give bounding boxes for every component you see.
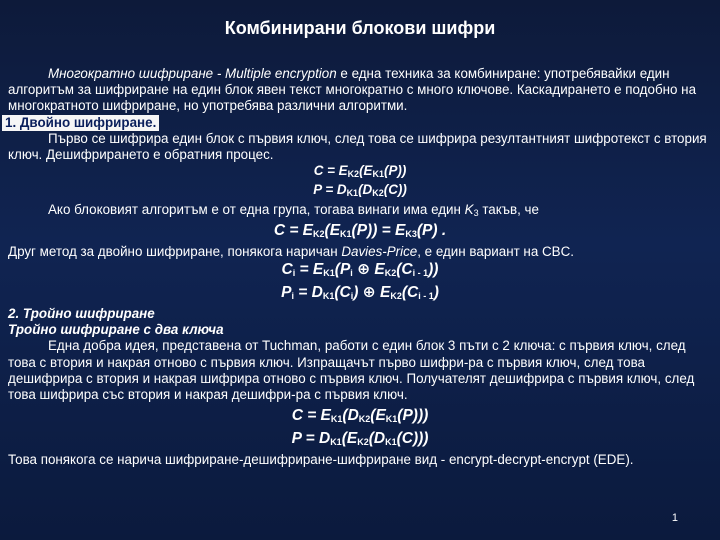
section2-para2: Това понякога се нарича шифриране-дешифриране-шифриране вид - encrypt-decrypt-encrypt (EDE). — [8, 452, 634, 468]
section1-para3 — [8, 244, 712, 260]
para2-k: K — [464, 201, 474, 217]
formula-triple-decrypt: $P = D_{K1}(E_{K2}(D_{K1}(C)))$ — [291, 430, 429, 448]
section2-subheading: Тройно шифриране с два ключа — [8, 322, 224, 338]
intro-term: Многократно шифриране - Multiple encryption — [48, 66, 337, 81]
slide-content — [5, 66, 712, 468]
formula-double-encrypt: $C = E_{K2}(E_{K1}(P))$ — [313, 163, 407, 180]
section1-para2 — [8, 202, 712, 221]
formula-double-decrypt: $P = D_{K1}(D_{K2}(C))$ — [313, 182, 407, 199]
section2-heading: 2. Тройно шифриране — [8, 306, 155, 322]
section1-para1: Първо се шифрира един блок с първия ключ, след това се шифрира резултантният шифротекст с втория ключ. Дешифрирането е обратния процес. — [8, 130, 707, 163]
section2-para1: Една добра идея, представена от Tuchman, работи с един блок 3 пъти с 2 ключа: с първия ключ, след това с втория и накрая отново с първия ключ. Изпращачът първо шифри-ра с първия ключ, след това дешифрира с втория и накрая шифрира отново с първия ключ. Получателят дешифрира с първия ключ, след това шифрира със втория и накрая дешифри-ра с първия ключ. — [8, 338, 695, 403]
para2-k-sub: 3 — [473, 207, 479, 218]
para3-start: Друг метод за двойно шифриране, понякога наричан — [8, 243, 342, 259]
intro-text: е една техника за комбиниране: употребявайки един алгоритъм за шифриране на един блок явен текст многократно с много ключове. Каскадирането е подобно на многократното шифриране, но употребява различни алгоритми. — [8, 66, 697, 114]
intro-paragraph — [8, 66, 712, 115]
para3-end: , е един вариант на CBC. — [417, 243, 574, 259]
para2-start: Ако блоковият алгоритъм е от една група, тогава винаги има един — [48, 201, 465, 217]
slide-title: Комбинирани блокови шифри — [224, 18, 496, 38]
formula-group: $C = E_{K2}(E_{K1}(P)) = E_{K3}(P)$ . — [273, 221, 447, 239]
section1-heading: 1. Двойно шифриране. — [8, 115, 712, 131]
para2-end: такъв, че — [478, 201, 539, 217]
formula-triple-encrypt: $C = E_{K1}(D_{K2}(E_{K1}(P)))$ — [291, 407, 429, 425]
formula-cbc-encrypt: $C_i = E_{K1}(P_i$ ⊕ $E_{K2}(C_{i - 1})$) — [281, 261, 439, 279]
davies-price-term: Davies-Price — [341, 243, 418, 259]
page-number: 1 — [671, 512, 678, 524]
formula-cbc-decrypt: $P_i = D_{K1}(C_i)$ ⊕ $E_{K2}(C_{i - 1})$ — [281, 284, 439, 302]
